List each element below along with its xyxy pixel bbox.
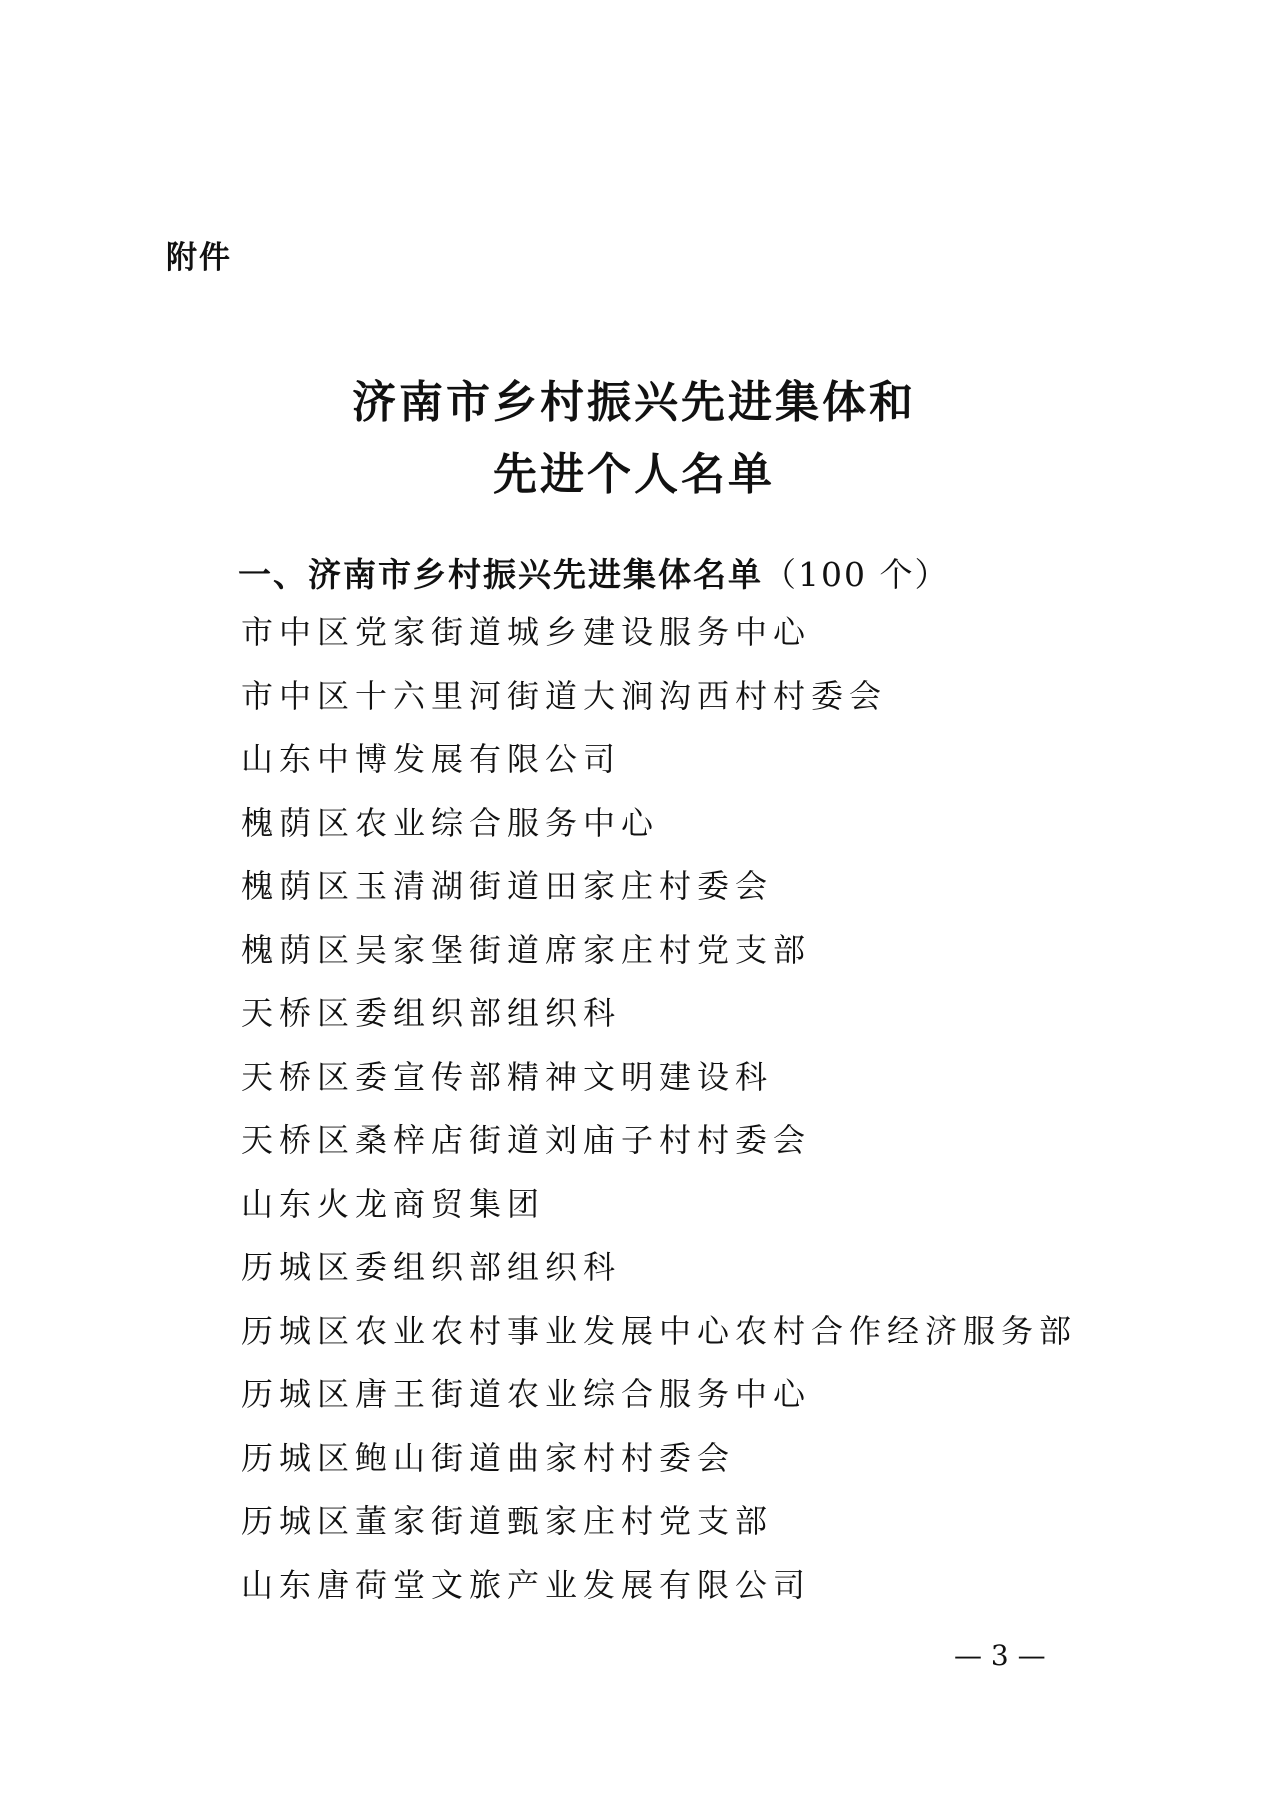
list-item: 山东中博发展有限公司 — [241, 740, 622, 778]
list-item: 市中区党家街道城乡建设服务中心 — [241, 613, 812, 651]
list-item: 历城区农业农村事业发展中心农村合作经济服务部 — [241, 1311, 1078, 1350]
list-item: 山东唐荷堂文旅产业发展有限公司 — [241, 1565, 812, 1604]
list-item: 天桥区桑梓店街道刘庙子村村委会 — [241, 1121, 812, 1159]
section-heading-text: 一、济南市乡村振兴先进集体名单 — [238, 555, 763, 594]
list-item: 槐荫区玉清湖街道田家庄村委会 — [241, 867, 774, 905]
list-item: 山东火龙商贸集团 — [241, 1184, 546, 1223]
list-item: 天桥区委组织部组织科 — [241, 994, 622, 1032]
page-number: — 3 — — [954, 1639, 1046, 1672]
list-item: 槐荫区农业综合服务中心 — [241, 803, 660, 842]
list-item: 天桥区委宣传部精神文明建设科 — [241, 1057, 774, 1096]
attachment-label: 附件 — [166, 240, 232, 276]
section-count: （100 个） — [763, 555, 950, 594]
list-item: 历城区唐王街道农业综合服务中心 — [241, 1375, 812, 1413]
list-item: 历城区董家街道甄家庄村党支部 — [241, 1502, 774, 1540]
list-item: 历城区委组织部组织科 — [241, 1248, 622, 1286]
document-title-line-1: 济南市乡村振兴先进集体和 — [352, 377, 916, 428]
list-item: 市中区十六里河街道大涧沟西村村委会 — [241, 676, 888, 715]
list-item: 历城区鲍山街道曲家村村委会 — [241, 1438, 736, 1477]
list-item: 槐荫区吴家堡街道席家庄村党支部 — [241, 930, 812, 969]
document-title-line-2: 先进个人名单 — [493, 449, 775, 500]
collective-list — [241, 612, 1077, 1628]
section-heading — [238, 549, 949, 596]
